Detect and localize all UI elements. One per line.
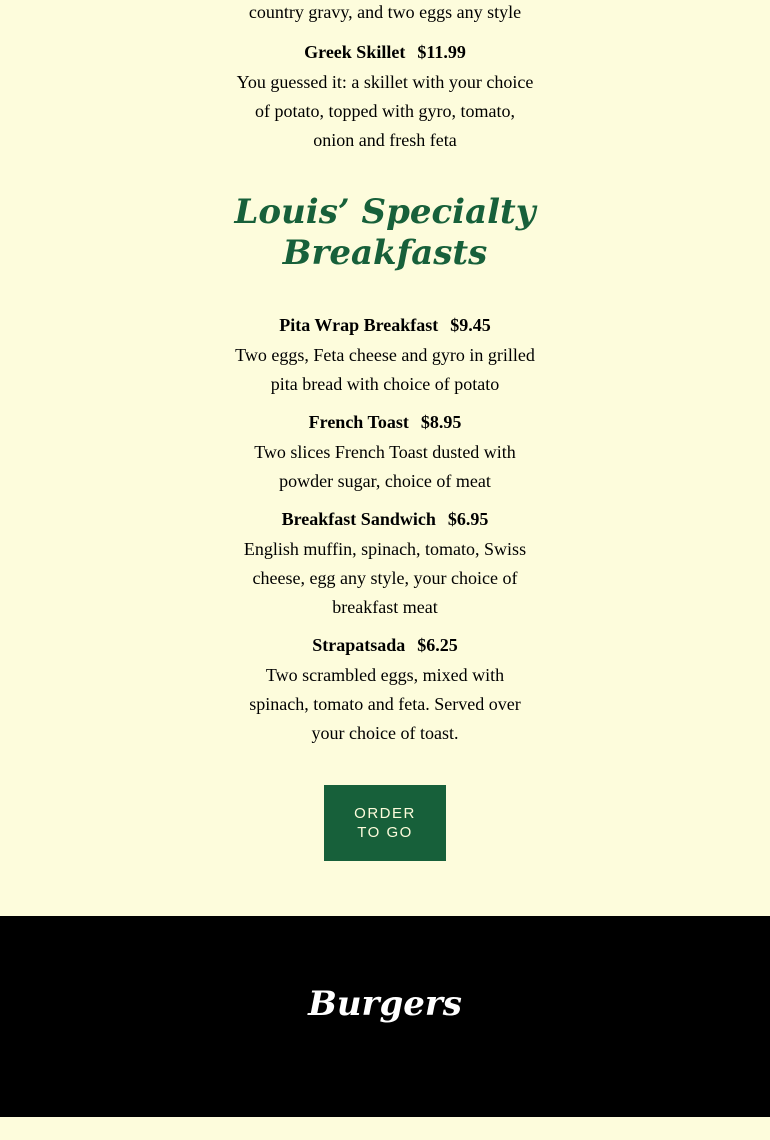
menu-item-name: French Toast xyxy=(308,412,409,432)
previous-item-description-fragment: country gravy, and two eggs any style xyxy=(248,2,522,22)
menu-item-strapatsada xyxy=(0,633,770,747)
section-title-line2: Breakfasts xyxy=(282,233,488,273)
section-title-line1: Louis’ Specialty xyxy=(234,192,536,232)
menu-item-header xyxy=(0,507,770,531)
menu-item-price: $11.99 xyxy=(417,42,466,62)
menu-item-french-toast xyxy=(0,410,770,496)
menu-item-price: $6.95 xyxy=(447,509,489,529)
menu-item-name: Greek Skillet xyxy=(304,42,406,62)
menu-item-description: Two scrambled eggs, mixed with spinach, tomato and feta. Served over your choice of toast. xyxy=(249,665,521,743)
order-to-go-button[interactable] xyxy=(324,785,446,861)
menu-item-greek-skillet xyxy=(0,40,770,154)
menu-item-header xyxy=(0,313,770,337)
menu-item-header xyxy=(0,633,770,657)
menu-item-name: Strapatsada xyxy=(312,635,406,655)
menu-item-description: You guessed it: a skillet with your choice of potato, topped with gyro, tomato, onion and fresh feta xyxy=(236,72,534,150)
menu-item-price: $8.95 xyxy=(420,412,462,432)
menu-item-description: Two eggs, Feta cheese and gyro in grilled pita bread with choice of potato xyxy=(235,345,535,394)
menu-item-breakfast-sandwich xyxy=(0,507,770,621)
menu-item-description: English muffin, spinach, tomato, Swiss cheese, egg any style, your choice of breakfast meat xyxy=(243,539,527,617)
menu-item-price: $6.25 xyxy=(417,635,458,655)
menu-item-name: Breakfast Sandwich xyxy=(281,509,436,529)
menu-item-header xyxy=(0,410,770,434)
order-to-go-button-label: ORDER TO GO xyxy=(354,805,416,841)
section-title-burgers: Burgers xyxy=(308,984,462,1024)
menu-item-description: Two slices French Toast dusted with powder sugar, choice of meat xyxy=(254,442,516,491)
menu-item-price: $9.45 xyxy=(450,315,491,335)
menu-item-header xyxy=(0,40,770,64)
section-title-specialty-breakfasts xyxy=(0,192,770,274)
menu-item-name: Pita Wrap Breakfast xyxy=(279,315,439,335)
burgers-section xyxy=(0,916,770,1117)
menu-item-pita-wrap-breakfast xyxy=(0,313,770,399)
